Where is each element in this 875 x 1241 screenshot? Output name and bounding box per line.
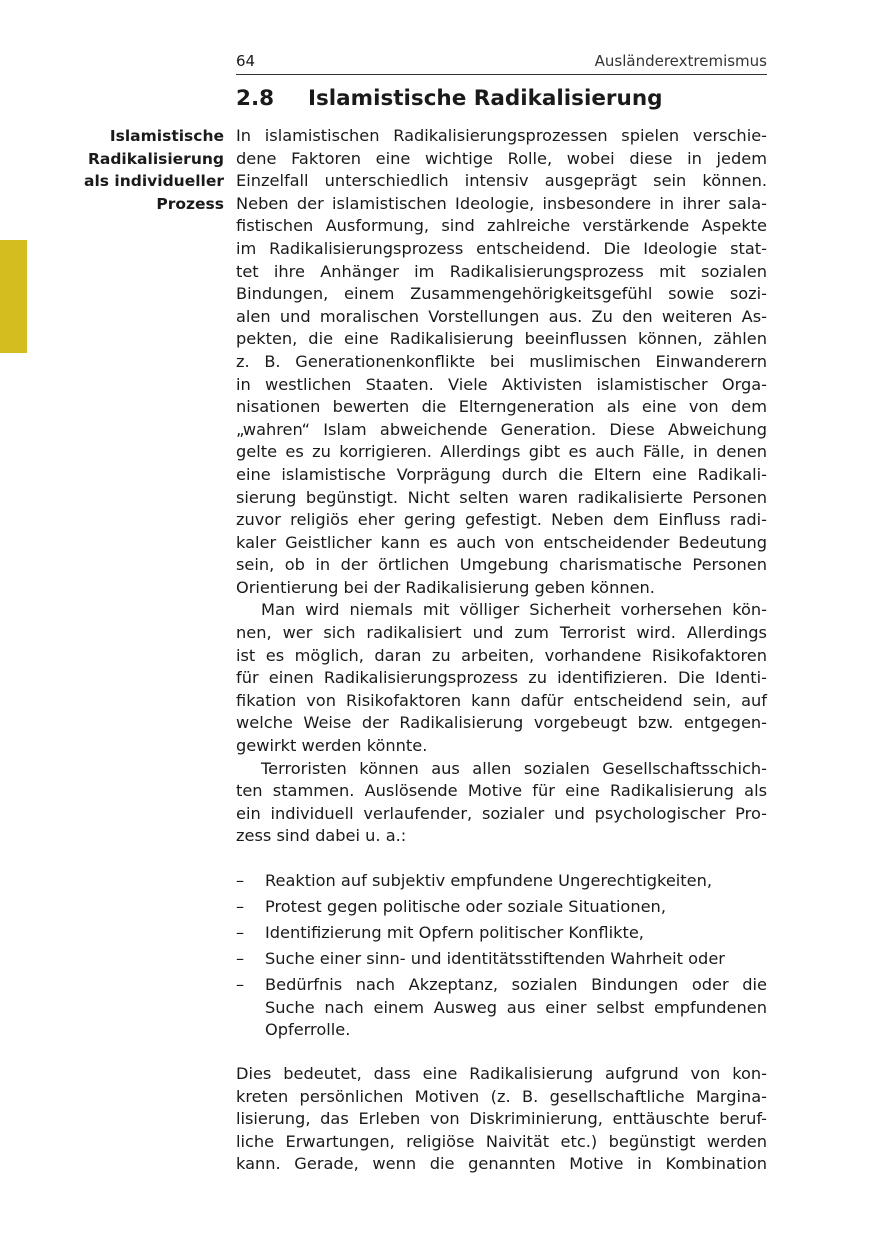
text-line: gelte es zu korrigieren. Allerdings gibt es auch Fälle, in denen (236, 442, 767, 462)
text-line: zess sind dabei u. a.: (236, 826, 407, 846)
text-line: für einen Radikalisierungsprozess zu identifizieren. Die Identi- (236, 668, 767, 688)
list-item (236, 974, 767, 1042)
list-item (236, 922, 767, 945)
text-line: ist es möglich, daran zu arbeiten, vorhandene Risikofaktoren (236, 645, 767, 665)
text-line: ten stammen. Auslösende Motive für eine Radikalisierung als (236, 781, 767, 801)
text-line: Opferrolle. (265, 1020, 351, 1040)
text-line: Suche nach einem Ausweg aus einer selbst empfundenen (265, 997, 767, 1017)
text-line: lisierung, das Erleben von Diskriminierung, enttäuschte beruf- (236, 1109, 767, 1129)
text-line: pekten, die eine Radikalisierung beeinflussen können, zählen (236, 329, 767, 349)
dash-bullet-icon: – (236, 922, 245, 942)
text-line: nisationen bewerten die Elterngeneration als eine von dem (236, 397, 767, 417)
chapter-color-tab (0, 240, 27, 353)
text-line: sein, ob in der örtlichen Umgebung charismatische Personen (236, 555, 767, 575)
margin-note-line: als individueller (84, 172, 224, 191)
text-line: Terroristen können aus allen sozialen Gesellschaftsschich- (261, 758, 767, 778)
text-line: Identifizierung mit Opfern politischer Konflikte, (265, 922, 644, 942)
text-line: zuvor religiös eher gering gefestigt. Neben dem Einfluss radi- (236, 510, 767, 530)
text-line: Protest gegen politische oder soziale Situationen, (265, 896, 666, 916)
text-line: Neben der islamistischen Ideologie, insbesondere in ihrer sala- (236, 193, 767, 213)
text-line: im Radikalisierungsprozess entscheidend. Die Ideologie stat- (236, 238, 767, 258)
text-line: z. B. Generationenkonflikte bei muslimischen Einwanderern (236, 351, 767, 371)
text-line: Orientierung bei der Radikalisierung geben können. (236, 577, 655, 597)
text-line: liche Erwartungen, religiöse Naivität etc.) begünstigt werden (236, 1131, 767, 1151)
dash-bullet-icon: – (236, 871, 245, 890)
text-line: sierung begünstigt. Nicht selten waren radikalisierte Personen (236, 487, 767, 507)
margin-note (60, 125, 224, 215)
text-line: fikation von Risikofaktoren kann dafür entscheidend sein, auf (236, 690, 767, 710)
running-title: Ausländerextremismus (594, 52, 767, 70)
list-item (236, 870, 767, 893)
text-line: Bindungen, einem Zusammengehörigkeitsgefühl sowie sozi- (236, 284, 767, 304)
text-line: kreten persönlichen Motiven (z. B. gesellschaftliche Margina- (236, 1086, 767, 1106)
margin-note-line: Islamistische (109, 127, 224, 145)
paragraph (236, 758, 767, 848)
text-line: nen, wer sich radikalisiert und zum Terrorist wird. Allerdings (236, 623, 767, 643)
text-line: „wahren“ Islam abweichende Generation. Diese Abweichung (236, 419, 767, 439)
dash-bullet-icon: – (236, 974, 245, 994)
text-line: Suche einer sinn- und identitätsstiftenden Wahrheit oder (265, 948, 725, 968)
dash-bullet-icon: – (236, 948, 245, 968)
text-line: kann. Gerade, wenn die genannten Motive in Kombination (236, 1154, 767, 1174)
text-line: In islamistischen Radikalisierungsprozessen spielen verschie- (236, 126, 767, 145)
page-number: 64 (236, 52, 256, 70)
body-text (236, 125, 767, 1176)
text-line: tet ihre Anhänger im Radikalisierungsprozess mit sozialen (236, 261, 767, 281)
section-number: 2.8 (236, 86, 275, 111)
paragraph (236, 125, 767, 599)
spacer (236, 1045, 767, 1063)
text-line: dene Faktoren eine wichtige Rolle, wobei diese in jedem (236, 148, 767, 168)
paragraph (236, 599, 767, 757)
text-line: Bedürfnis nach Akzeptanz, sozialen Bindungen oder die (265, 974, 767, 994)
spacer (236, 848, 767, 870)
list-item (236, 896, 767, 919)
text-line: eine islamistische Vorprägung durch die Eltern eine Radikali- (236, 464, 767, 484)
margin-note-line: Radikalisierung (87, 149, 224, 168)
page-header (236, 52, 767, 75)
text-line: Dies bedeutet, dass eine Radikalisierung aufgrund von kon- (236, 1064, 767, 1084)
text-line: ein individuell verlaufender, sozialer und psychologischer Pro- (236, 803, 767, 823)
text-line: Reaktion auf subjektiv empfundene Ungerechtigkeiten, (265, 871, 712, 890)
text-line: fistischen Ausformung, sind zahlreiche verstärkende Aspekte (236, 216, 767, 236)
dash-bullet-icon: – (236, 896, 245, 916)
text-line: Man wird niemals mit völliger Sicherheit vorhersehen kön- (261, 600, 767, 620)
paragraph (236, 1063, 767, 1176)
text-line: kaler Geistlicher kann es auch von entscheidender Bedeutung (236, 532, 767, 552)
text-line: Einzelfall unterschiedlich intensiv ausgeprägt sein können. (236, 171, 767, 191)
text-line: in westlichen Staaten. Viele Aktivisten islamistischer Orga- (236, 374, 767, 394)
motive-list (236, 870, 767, 1042)
section-title: Islamistische Radikalisierung (308, 86, 663, 111)
list-item (236, 948, 767, 971)
text-line: welche Weise der Radikalisierung vorgebeugt bzw. entgegen- (236, 713, 767, 733)
margin-note-line: Prozess (156, 194, 224, 213)
text-line: gewirkt werden könnte. (236, 736, 428, 756)
section-heading (236, 86, 663, 111)
text-line: alen und moralischen Vorstellungen aus. Zu den weiteren As- (236, 306, 767, 326)
